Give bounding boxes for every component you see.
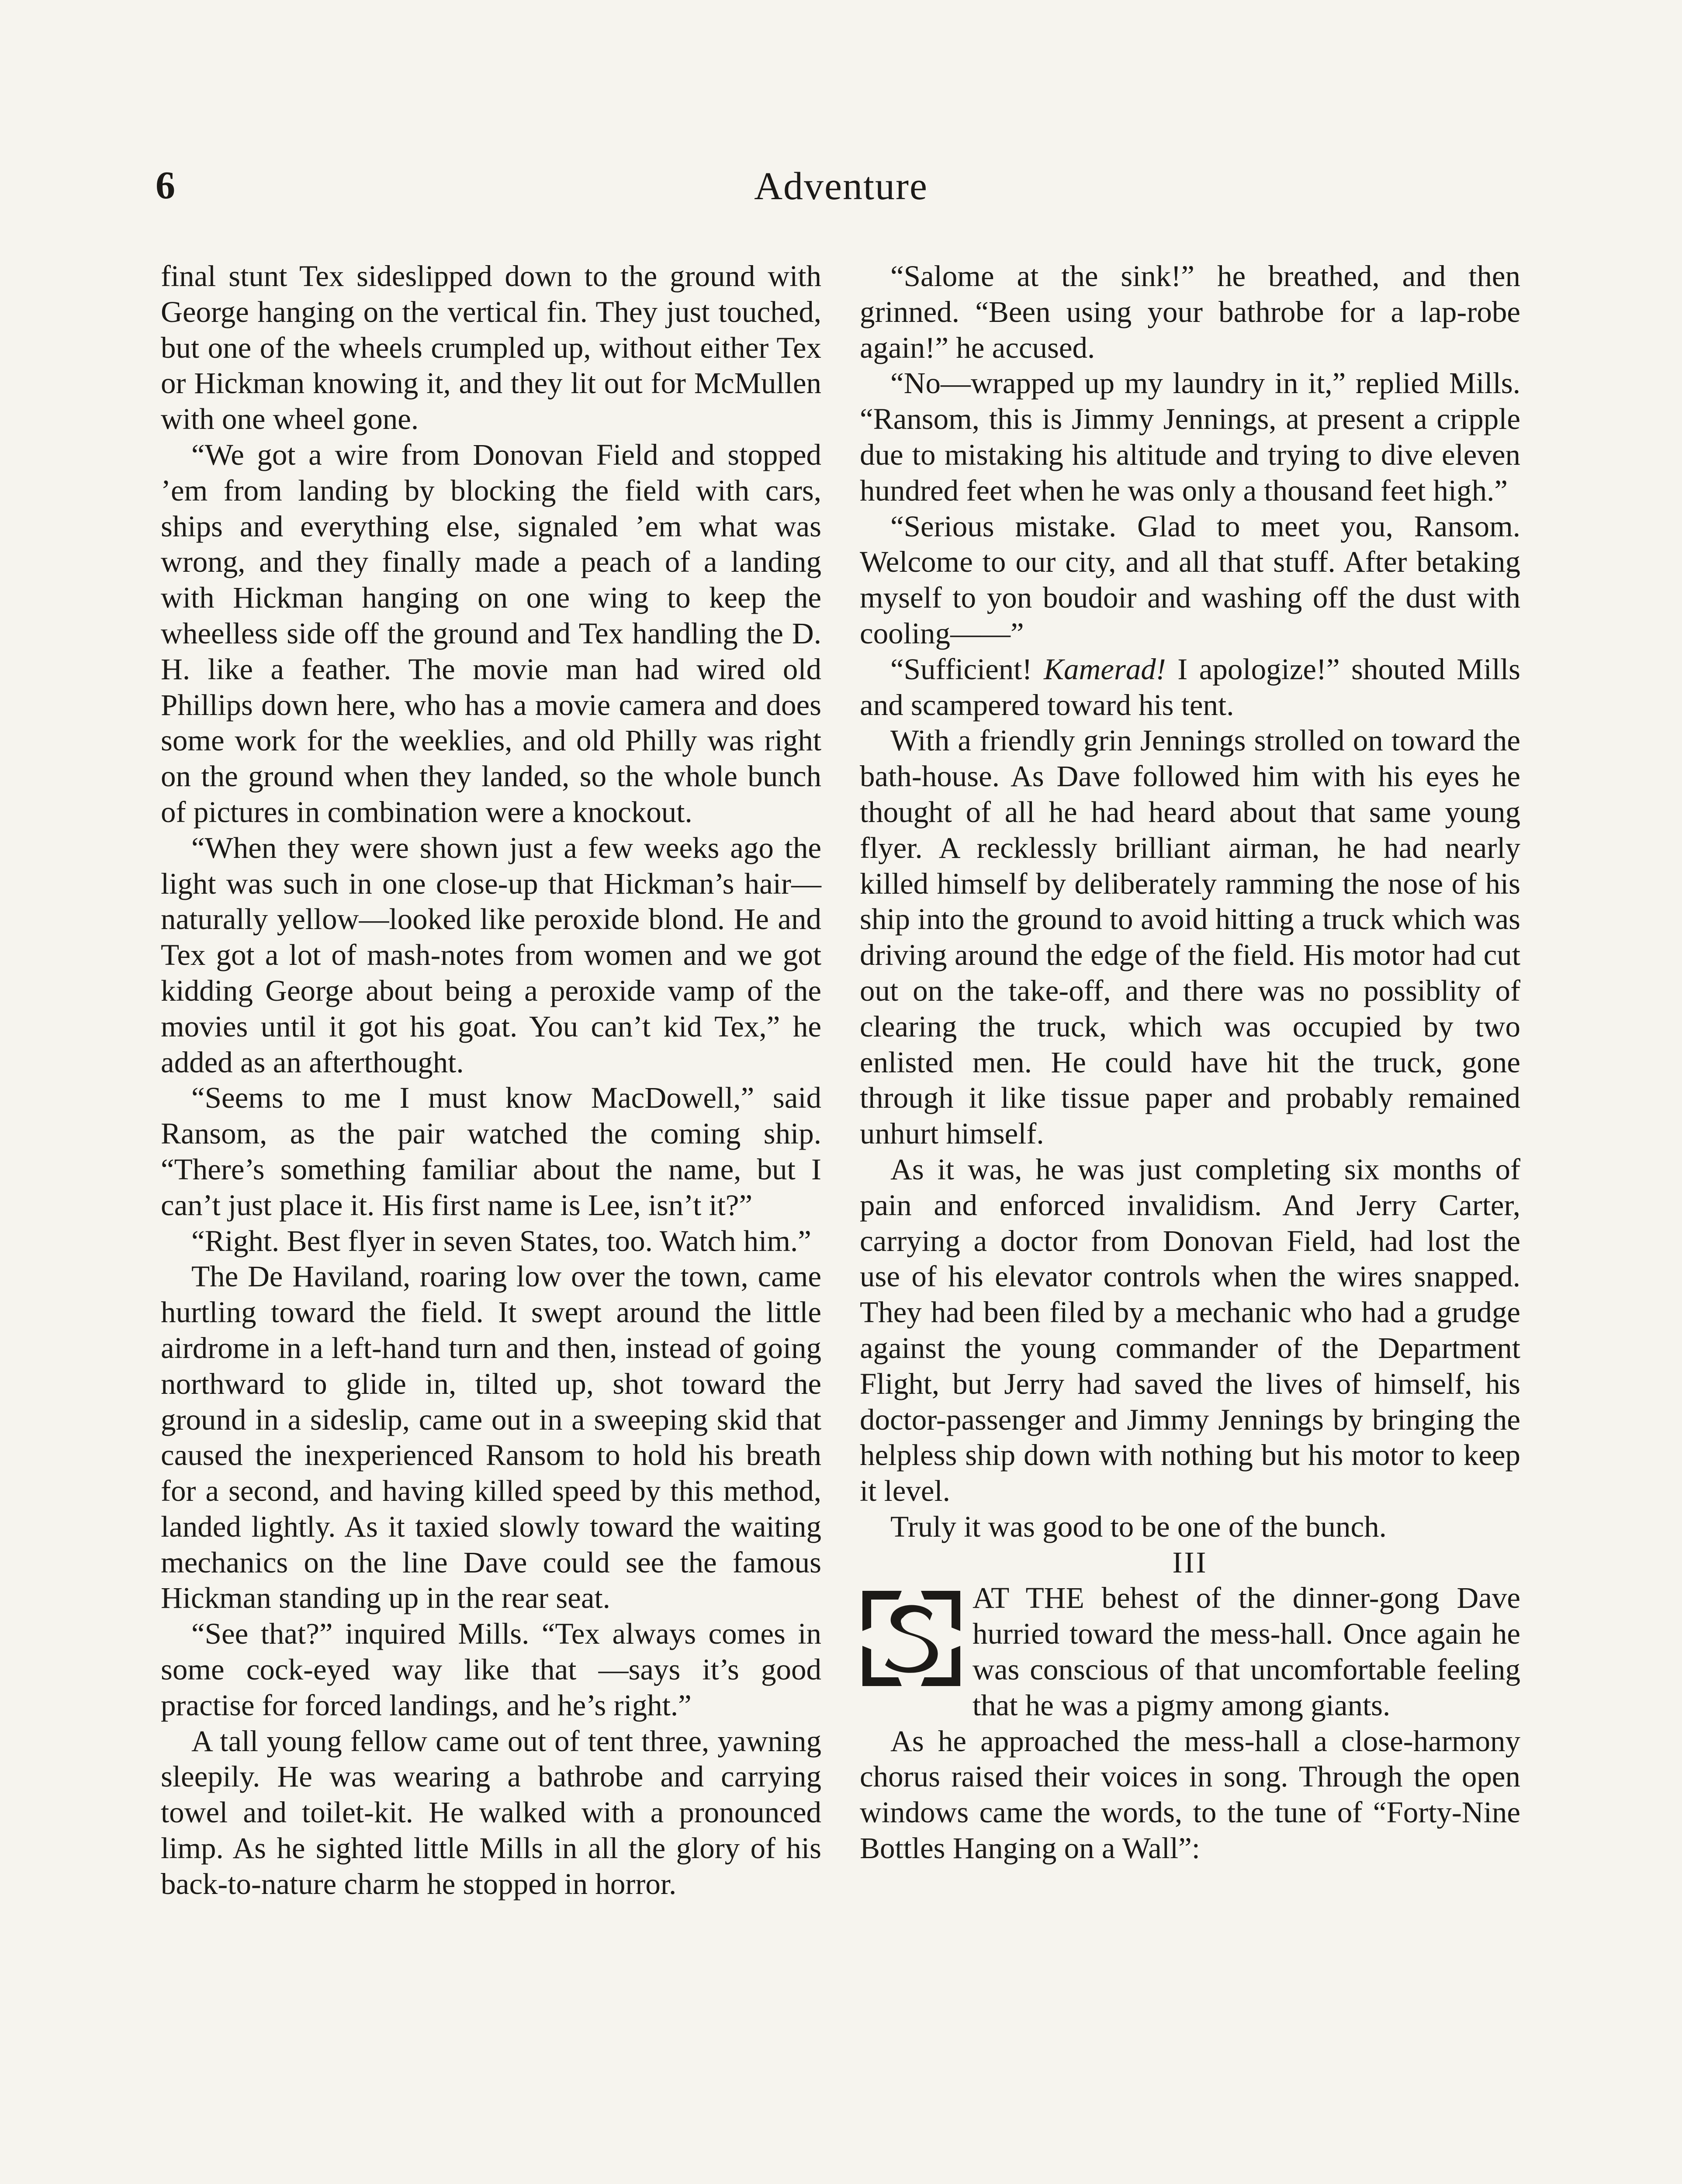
paragraph: “Seems to me I must know MacDowell,” said Ransom, as the pair watched the coming ship. “There’s something familiar about the name, but I can’t just place it. His first name is Lee, isn’t it?” <box>161 1081 821 1222</box>
paragraph: As it was, he was just completing six months of pain and enforced invalidism. And Jerry Carter, carrying a doctor from Donovan Field, had lost the use of his elevator controls when the wires snapped. They had been filed by a mechanic who had a grudge against the young commander of the Department Flight, but Jerry had saved the lives of himself, his doctor-passenger and Jimmy Jennings by bringing the helpless ship down with nothing but his motor to keep it level. <box>860 1152 1520 1508</box>
paragraph: “Serious mistake. Glad to meet you, Ransom. Welcome to our city, and all that stuff. After betaking myself to yon boudoir and washing off the dust with cooling——” <box>860 509 1520 650</box>
running-head-title: Adventure <box>754 165 928 208</box>
paragraph: final stunt Tex sideslipped down to the ground with George hanging on the vertical fin. They just touched, but one of the wheels crumpled up, without either Tex or Hickman knowing it, and they lit out for McMullen with one wheel gone. <box>161 259 821 436</box>
paragraph: “See that?” inquired Mills. “Tex always comes in some cock-eyed way like that —says it’s good practise for forced landings, and he’s right.” <box>161 1617 821 1722</box>
paragraph: A tall young fellow came out of tent three, yawning sleepily. He was wearing a bathrobe and carrying towel and toilet-kit. He walked with a pronounced limp. As he sighted little Mills in all the glory of his back-to-nature charm he stopped in horror. <box>161 1724 821 1901</box>
section-heading: III <box>1172 1545 1208 1579</box>
paragraph-kamerad <box>860 652 1520 723</box>
paragraph: The De Haviland, roaring low over the town, came hurtling toward the field. It swept around the little airdrome in a left-hand turn and then, instead of going northward to glide in, tilted up, shot toward the ground in a sideslip, came out in a sweeping skid that caused the inexperienced Ransom to hold his breath for a second, and having killed speed by this method, landed lightly. As it taxied slowly toward the waiting mechanics on the line Dave could see the famous Hickman standing up in the rear seat. <box>161 1260 821 1615</box>
paragraph: Truly it was good to be one of the bunch. <box>890 1510 1387 1543</box>
paragraph: With a friendly grin Jennings strolled on toward the bath-house. As Dave followed him with his eyes he thought of all he had heard about that same young flyer. A recklessly brilliant airman, he had nearly killed himself by deliberately ramming the nose of his ship into the ground to avoid hitting a truck which was driving around the edge of the field. His motor had cut out on the take-off, and there was no possiblity of clearing the truck, which was occupied by two enlisted men. He could have hit the truck, gone through it like tissue paper and probably remained unhurt himself. <box>860 724 1520 1151</box>
paragraph: “When they were shown just a few weeks ago the light was such in one close-up that Hickman’s hair—naturally yellow—looked like peroxide blond. He and Tex got a lot of mash-notes from women and we got kidding George about being a peroxide vamp of the movies until it got his goat. You can’t kid Tex,” he added as an afterthought. <box>161 831 821 1079</box>
dropcap-paragraph-text: AT THE behest of the dinner-gong Dave hurried toward the mess-hall. Once again he was conscious of that uncomfortable feeling that he was a pigmy among giants. <box>973 1581 1520 1722</box>
text-run: “Sufficient! <box>890 652 1044 686</box>
dropcap-s-ornament <box>860 1588 963 1689</box>
paragraph: “We got a wire from Donovan Field and stopped ’em from landing by blocking the field with cars, ships and everything else, signaled ’em what was wrong, and they finally made a peach of a landing with Hickman hanging on one wing to keep the wheelless side off the ground and Tex handling the D. H. like a feather. The movie man had wired old Phillips down here, who has a movie camera and does some work for the weeklies, and old Philly was right on the ground when they landed, so the whole bunch of pictures in combination were a knockout. <box>161 438 821 829</box>
dropcap-paragraph <box>860 1580 1520 1723</box>
italic-run: Kamerad! <box>1043 652 1166 686</box>
paragraph: “Right. Best flyer in seven States, too. Watch him.” <box>191 1224 811 1258</box>
right-column <box>860 259 1520 1866</box>
paragraph: “Salome at the sink!” he breathed, and then grinned. “Been using your bathrobe for a lap-robe again!” he accused. <box>860 259 1520 364</box>
text-run: I apologize!” shouted Mills and scampered toward his tent. <box>860 652 1520 722</box>
page-number: 6 <box>156 164 175 207</box>
paragraph: As he approached the mess-hall a close-harmony chorus raised their voices in song. Through the open windows came the words, to the tune of “Forty-Nine Bottles Hanging on a Wall”: <box>860 1724 1520 1865</box>
paragraph: “No—wrapped up my laundry in it,” replied Mills. “Ransom, this is Jimmy Jennings, at present a cripple due to mistaking his altitude and trying to dive eleven hundred feet when he was only a thousand feet high.” <box>860 366 1520 507</box>
left-column <box>161 259 821 1902</box>
